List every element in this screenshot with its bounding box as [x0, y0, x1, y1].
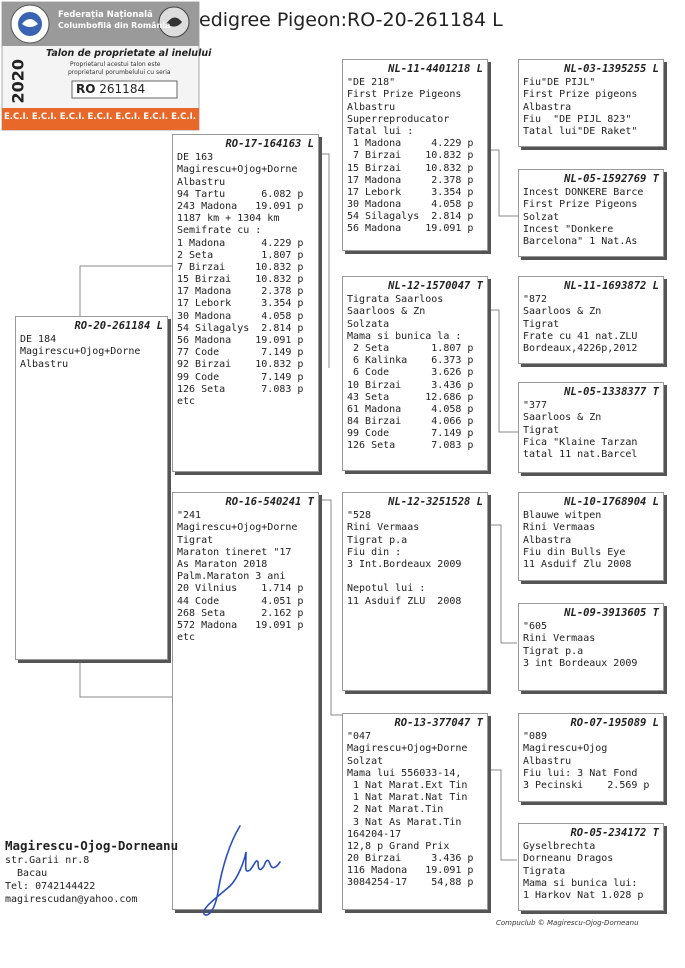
pigeon-detail-line: Magirescu+Ojog+Dorne [347, 743, 468, 755]
pigeon-detail-line: 1 Harkov Nat 1.028 p [523, 889, 644, 901]
pigeon-detail-line: Solzat [347, 755, 384, 767]
pigeon-detail-line: 30 Madona 4.058 p [177, 310, 304, 322]
pigeon-detail-line: Rini Vermaas [347, 522, 420, 534]
pigeon-detail-line: Semifrate cu : [177, 225, 262, 237]
pigeon-detail-line: 3 int Bordeaux 2009 [523, 657, 638, 669]
pigeon-box-sire-dam [342, 276, 488, 471]
pigeon-detail-line: 54 Silagalys 2.814 p [177, 322, 304, 334]
pigeon-detail-line: 7 Birzai 10.832 p [347, 150, 474, 162]
pigeon-detail-line: Superreproducator [347, 113, 450, 125]
ring-number: RO-05-234172 T [570, 827, 659, 839]
pigeon-detail-line: 84 Birzai 4.066 p [347, 416, 474, 428]
pigeon-detail-line: Fiu din Bulls Eye [523, 546, 626, 558]
pigeon-detail-line: etc [177, 395, 196, 407]
pigeon-detail-line: 17 Madona 2.378 p [347, 174, 474, 186]
pigeon-detail-line: Nepotul lui : [347, 583, 426, 595]
pigeon-detail-line: Fica "Klaine Tarzan [523, 436, 638, 448]
ring-number: RO-13-377047 T [394, 717, 483, 729]
ring-number: NL-11-1693872 L [564, 280, 659, 292]
pigeon-detail-line: 44 Code 4.051 p [177, 595, 304, 607]
ticket-federation-line1: Federația Națională [58, 10, 153, 20]
breeder-street: str.Garii nr.8 [5, 855, 90, 866]
ticket-federation-line2: Columbofilă din România [58, 21, 171, 30]
ring-number: RO-07-195089 L [570, 717, 659, 729]
page-title-ring: RO-20-261184 L [347, 9, 503, 31]
pigeon-detail-line: Magirescu+Ojog+Dorne [177, 522, 298, 534]
footer-copyright: Compuclub © Magirescu-Ojog-Dorneanu [496, 919, 639, 927]
ticket-sub1: Proprietarul acestui talon este [70, 61, 161, 68]
breeder-name: Magirescu-Ojog-Dorneanu [5, 838, 179, 853]
pigeon-detail-line: Tigrata Saarloos [347, 294, 444, 306]
pigeon-detail-line: Fiu din : [347, 546, 402, 558]
pigeon-detail-line: 3 Nat As Marat.Tin [347, 816, 462, 828]
pigeon-detail-line: 1 Nat Marat.Ext Tin [347, 779, 468, 791]
pigeon-detail-line: 43 Seta 12.686 p [347, 391, 474, 403]
pigeon-detail-line: Tigrata [523, 865, 566, 877]
ring-number: RO-16-540241 T [225, 496, 314, 508]
pigeon-box-dam-dam [342, 713, 488, 910]
pigeon-detail-line: Albastra [523, 101, 572, 113]
pigeon-detail-line: 11 Asduif ZLU 2008 [347, 595, 462, 607]
pigeon-box-ggp-6 [518, 603, 664, 691]
pigeon-box-ggp-4 [518, 382, 664, 473]
pigeon-detail-line: DE 184 [20, 334, 57, 346]
pigeon-detail-line: 6 Code 3.626 p [347, 367, 474, 379]
ticket-ring [76, 82, 145, 96]
pigeon-detail-line: Mama si bunica lui: [523, 877, 638, 889]
ring-number: NL-12-3251528 L [388, 496, 483, 508]
pigeon-detail-line: "872 [523, 294, 548, 306]
pigeon-detail-line: 12,8 p Grand Prix [347, 840, 450, 852]
pigeon-detail-line: 17 Madona 2.378 p [177, 286, 304, 298]
breeder-info [5, 837, 178, 906]
pigeon-box-ggp-5 [518, 492, 664, 581]
ring-number: NL-05-1338377 T [564, 386, 659, 398]
pigeon-detail-line: Frate cu 41 nat.ZLU [523, 330, 638, 342]
pigeon-detail-line: "241 [177, 510, 202, 522]
pigeon-detail-line: 7 Birzai 10.832 p [177, 261, 304, 273]
pigeon-detail-line: Saarloos & Zn [523, 306, 602, 318]
pigeon-detail-line: 164204-17 [347, 828, 402, 840]
pigeon-detail-line: Fiu"DE PIJL" [523, 77, 596, 89]
pigeon-detail-line: "DE 218" [347, 77, 396, 89]
pigeon-detail-line: Blauwe witpen [523, 510, 602, 522]
pigeon-detail-line: As Maraton 2018 [177, 558, 268, 570]
pigeon-detail-line: Solzat [523, 211, 560, 223]
pigeon-detail-line: 10 Birzai 3.436 p [347, 379, 474, 391]
pigeon-detail-line: Saarloos & Zn [523, 412, 602, 424]
pigeon-detail-line: 2 Nat Marat.Tin [347, 804, 444, 816]
pigeon-detail-line: Dorneanu Dragos [523, 853, 614, 865]
pigeon-detail-line: Tatal lui"DE Raket" [523, 125, 638, 137]
page-title-prefix: edigree Pigeon: [199, 9, 348, 31]
pigeon-detail-line: 56 Madona 19.091 p [177, 335, 304, 347]
pigeon-box-ggp-8 [518, 823, 664, 911]
pigeon-detail-line: "089 [523, 731, 548, 743]
ticket-sub2: proprietarul porumbelului cu seria [68, 69, 171, 76]
pigeon-detail-line: "528 [347, 510, 372, 522]
pigeon-detail-line: 6 Kalinka 6.373 p [347, 355, 474, 367]
breeder-email: magirescudan@yahoo.com [5, 894, 138, 905]
pigeon-detail-line: Albastru [347, 101, 396, 113]
pigeon-detail-line: Mama lui 556033-14, [347, 767, 462, 779]
ring-number: NL-11-4401218 L [388, 63, 483, 75]
ring-number: NL-12-1570047 T [388, 280, 483, 292]
pigeon-detail-line: 11 Asduif Zlu 2008 [523, 558, 632, 570]
pigeon-detail-line: Tatal lui : [347, 125, 414, 137]
pigeon-detail-line: tatal 11 nat.Barcel [523, 448, 638, 460]
pigeon-detail-line: 77 Code 7.149 p [177, 347, 304, 359]
pigeon-detail-line: 56 Madona 19.091 p [347, 223, 474, 235]
ticket-year: 2020 [8, 58, 28, 104]
pigeon-detail-line: 99 Code 7.149 p [347, 428, 474, 440]
ring-number: NL-05-1592769 T [564, 173, 659, 185]
pigeon-detail-line: Barcelona" 1 Nat.As [523, 235, 638, 247]
pigeon-detail-line: Albastru [523, 755, 572, 767]
pigeon-detail-line: 92 Birzai 10.832 p [177, 359, 304, 371]
pigeon-detail-line: 1 Madona 4.229 p [347, 138, 474, 150]
pigeon-detail-line: Fiu lui: 3 Nat Fond [523, 767, 638, 779]
pigeon-detail-line: 17 Lebork 3.354 p [347, 186, 474, 198]
pigeon-detail-line: Palm.Maraton 3 ani [177, 571, 286, 583]
pigeon-detail-line: DE 163 [177, 152, 214, 164]
ring-number: NL-09-3913605 T [564, 607, 659, 619]
pigeon-detail-line: 126 Seta 7.083 p [177, 383, 304, 395]
pigeon-detail-line: "377 [523, 400, 548, 412]
ticket-ring-country: RO [76, 82, 96, 96]
pigeon-detail-line: 2 Seta 1.807 p [347, 342, 474, 354]
pigeon-detail-line: Mama si bunica la : [347, 330, 462, 342]
pigeon-detail-line: Fiu "DE PIJL 823" [523, 113, 632, 125]
pigeon-detail-line: 94 Tartu 6.082 p [177, 188, 304, 200]
ticket-heading: Talon de proprietate al inelului [46, 48, 212, 59]
pigeon-detail-line: 54 Silagalys 2.814 p [347, 211, 474, 223]
pigeon-box-subject [15, 316, 168, 660]
pigeon-detail-line: Tigrat [523, 318, 560, 330]
ring-number: NL-10-1768904 L [564, 496, 659, 508]
pigeon-box-ggp-7 [518, 713, 664, 802]
pigeon-detail-line: "605 [523, 621, 548, 633]
breeder-city: Bacau [5, 868, 48, 879]
pigeon-detail-line: 1 Nat Marat.Nat Tin [347, 792, 468, 804]
pigeon-detail-line: First Prize Pigeons [347, 89, 462, 101]
pigeon-detail-line: 20 Birzai 3.436 p [347, 853, 474, 865]
pigeon-detail-line: 572 Madona 19.091 p [177, 619, 304, 631]
pigeon-detail-line: Magirescu+Ojog+Dorne [177, 164, 298, 176]
pigeon-detail-line: Solzata [347, 318, 390, 330]
pigeon-detail-line: 1 Madona 4.229 p [177, 237, 304, 249]
pigeon-detail-line: "047 [347, 731, 372, 743]
pigeon-detail-line: 3 Pecinski 2.569 p [523, 779, 650, 791]
pigeon-detail-line: Gyselbrechta [523, 841, 596, 853]
ticket-ring-number: 261184 [99, 82, 146, 96]
pigeon-detail-line: Tigrat p.a [523, 645, 584, 657]
pigeon-detail-line: 20 Vilnius 1.714 p [177, 583, 304, 595]
breeder-phone: Tel: 0742144422 [5, 881, 96, 892]
pigeon-detail-line: 3 Int.Bordeaux 2009 [347, 558, 462, 570]
pigeon-detail-line: Maraton tineret "17 [177, 546, 292, 558]
pigeon-detail-line: 17 Lebork 3.354 p [177, 298, 304, 310]
pigeon-detail-line: 243 Madona 19.091 p [177, 200, 304, 212]
pigeon-detail-line: 3084254-17 54,88 p [347, 877, 474, 889]
handwritten-signature [200, 822, 310, 922]
pigeon-detail-line: etc [177, 632, 196, 644]
pigeon-detail-line: Albastru [177, 176, 226, 188]
pigeon-detail-line: Rini Vermaas [523, 633, 596, 645]
ring-number: RO-20-261184 L [74, 320, 163, 332]
pigeon-box-ggp-1 [518, 59, 664, 147]
pigeon-detail-line: Rini Vermaas [523, 522, 596, 534]
ring-number: NL-03-1395255 L [564, 63, 659, 75]
pigeon-box-dam-sire [342, 492, 488, 691]
pigeon-detail-line: Incest DONKERE Barce [523, 187, 644, 199]
pigeon-detail-line: 15 Birzai 10.832 p [177, 274, 304, 286]
pigeon-detail-line: Tigrat p.a [347, 534, 408, 546]
pigeon-detail-line: Incest "Donkere [523, 223, 614, 235]
pigeon-detail-line: Albastru [20, 358, 69, 370]
pigeon-detail-line: 2 Seta 1.807 p [177, 249, 304, 261]
pigeon-box-sire-sire [342, 59, 488, 251]
ring-number: RO-17-164163 L [225, 138, 314, 150]
pigeon-detail-line: 1187 km + 1304 km [177, 213, 280, 225]
pigeon-detail-line: 126 Seta 7.083 p [347, 440, 474, 452]
pigeon-detail-line: Tigrat [177, 534, 214, 546]
pigeon-detail-line: 15 Birzai 10.832 p [347, 162, 474, 174]
pigeon-detail-line: Bordeaux,4226p,2012 [523, 342, 638, 354]
pigeon-detail-line: Tigrat [523, 424, 560, 436]
pigeon-detail-line: 30 Madona 4.058 p [347, 199, 474, 211]
pigeon-detail-line [347, 571, 483, 583]
pigeon-detail-line: 116 Madona 19.091 p [347, 865, 474, 877]
pigeon-detail-line: Magirescu+Ojog+Dorne [20, 346, 141, 358]
pigeon-detail-line: Albastra [523, 534, 572, 546]
pigeon-detail-line: 61 Madona 4.058 p [347, 403, 474, 415]
pigeon-detail-line: Magirescu+Ojog [523, 743, 608, 755]
pigeon-detail-line: Saarloos & Zn [347, 306, 426, 318]
pigeon-detail-line: 99 Code 7.149 p [177, 371, 304, 383]
pigeon-detail-line: First Prize Pigeons [523, 199, 638, 211]
page-title [199, 9, 503, 31]
pigeon-box-ggp-2 [518, 169, 664, 257]
pigeon-box-ggp-3 [518, 276, 664, 364]
ticket-strip: E.C.I. E.C.I. E.C.I. E.C.I. E.C.I. E.C.I. E.C.I. E.C.I. E.C [4, 112, 243, 122]
pigeon-box-sire [172, 134, 319, 472]
pigeon-detail-line: First Prize pigeons [523, 89, 638, 101]
pigeon-detail-line: 268 Seta 2.162 p [177, 607, 304, 619]
